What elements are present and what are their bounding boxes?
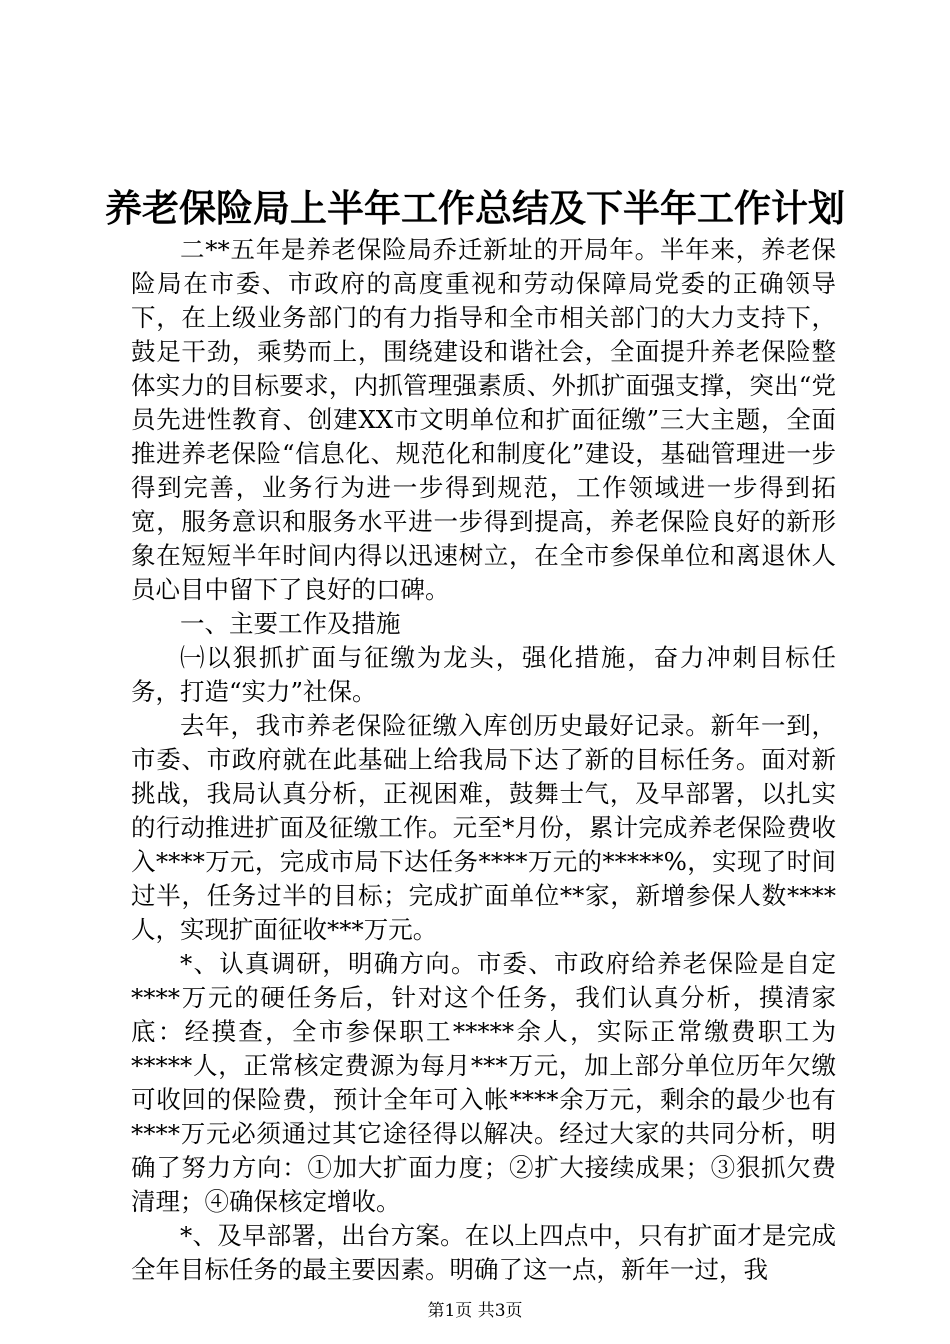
body-paragraph: *、认真调研，明确方向。市委、市政府给养老保险是自定****万元的硬任务后，针对这个任务，我们认真分析，摸清家底：经摸查，全市参保职工*****余人，实际正常缴费职工为*****人，正常核定费源为每月***万元，加上部分单位历年欠缴可收回的保险费，预计全年可入帐****余万元，剩余的最少也有****万元必须通过其它途径得以解决。经过大家的共同分析，明确了努力方向：①加大扩面力度；②扩大接续成果；③狠抓欠费清理；④确保核定增收。 [131, 949, 836, 1216]
page-number-footer: 第1页 共3页 [427, 1301, 523, 1321]
document-title: 养老保险局上半年工作总结及下半年工作计划 [105, 186, 845, 230]
body-paragraph: *、及早部署，出台方案。在以上四点中，只有扩面才是完成全年目标任务的最主要因素。明确了这一点，新年一过，我 [131, 1221, 836, 1284]
section-heading: 一、主要工作及措施 [180, 609, 401, 638]
intro-paragraph: 二**五年是养老保险局乔迁新址的开局年。半年来，养老保险局在市委、市政府的高度重视和劳动保障局党委的正确领导下，在上级业务部门的有力指导和全市相关部门的大力支持下，鼓足干劲，乘势而上，围绕建设和谐社会，全面提升养老保险整体实力的目标要求，内抓管理强素质、外抓扩面强支撑，突出“党员先进性教育、创建XX市文明单位和扩面征缴”三大主题，全面推进养老保险“信息化、规范化和制度化”建设，基础管理进一步得到完善，业务行为进一步得到规范，工作领域进一步得到拓宽，服务意识和服务水平进一步得到提高，养老保险良好的新形象在短短半年时间内得以迅速树立，在全市参保单位和离退休人员心目中留下了良好的口碑。 [131, 235, 836, 604]
subsection-heading: ㈠以狠抓扩面与征缴为龙头，强化措施，奋力冲刺目标任务，打造“实力”社保。 [131, 643, 836, 706]
body-paragraph: 去年，我市养老保险征缴入库创历史最好记录。新年一到，市委、市政府就在此基础上给我局下达了新的目标任务。面对新挑战，我局认真分析，正视困难，鼓舞士气，及早部署，以扎实的行动推进扩面及征缴工作。元至*月份，累计完成养老保险费收入****万元，完成市局下达任务****万元的*****%，实现了时间过半，任务过半的目标；完成扩面单位**家，新增参保人数****人，实现扩面征收***万元。 [131, 711, 836, 944]
document-body [131, 233, 836, 1287]
